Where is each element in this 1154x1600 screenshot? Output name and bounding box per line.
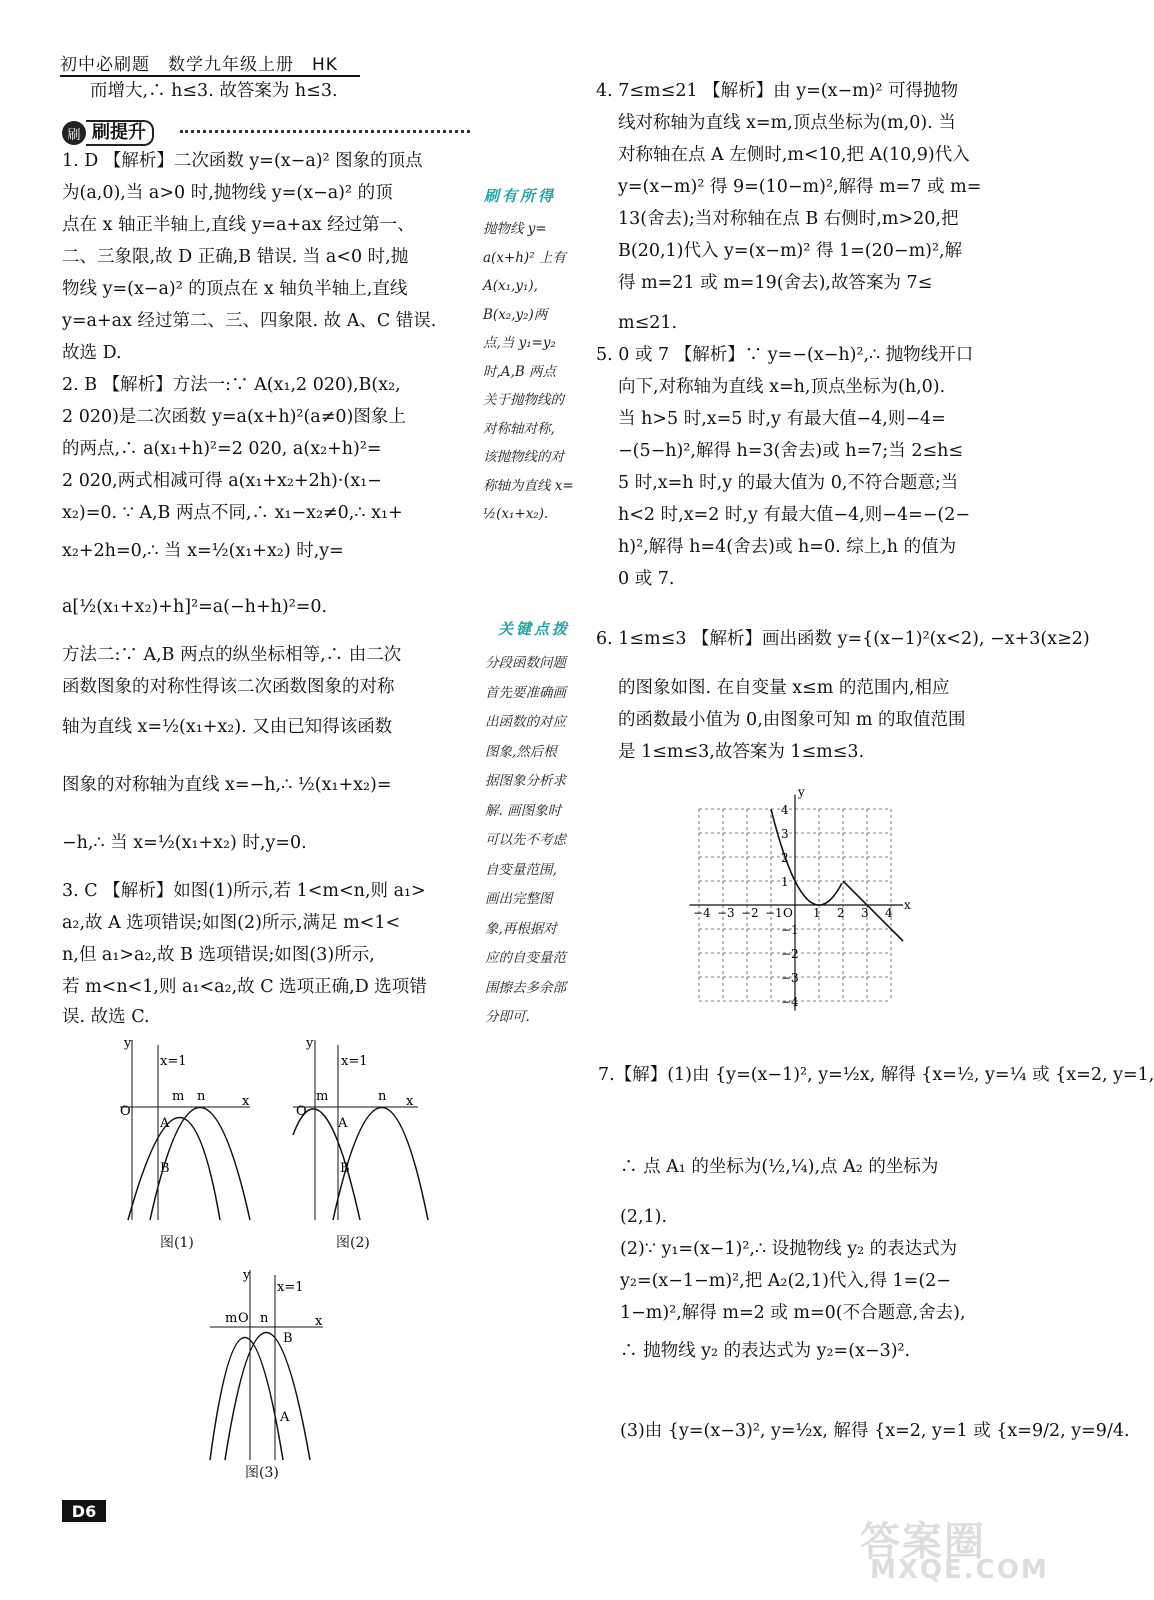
text-line: 4. 7≤m≤21 【解析】由 y=(x−m)² 可得抛物 bbox=[596, 81, 959, 101]
origin-label: O bbox=[783, 906, 793, 920]
figure-2 bbox=[288, 1035, 428, 1225]
text-line: 函数图象的对称性得该二次函数图象的对称 bbox=[62, 677, 395, 697]
text-line: 对称轴在点 A 左侧时,m<10,把 A(10,9)代入 bbox=[618, 145, 970, 165]
watermark-logo: 答案圈 bbox=[860, 1519, 986, 1565]
side-note-line: 该抛物线的对 bbox=[483, 449, 564, 465]
text-line: 得 m=21 或 m=19(舍去),故答案为 7≤ bbox=[618, 273, 933, 293]
origin-label: O bbox=[120, 1104, 131, 1119]
text-line: ∴ 抛物线 y₂ 的表达式为 y₂=(x−3)². bbox=[620, 1341, 911, 1361]
y-tick-label: 3 bbox=[781, 827, 789, 841]
text-line: 2 020)是二次函数 y=a(x+h)²(a≠0)图象上 bbox=[62, 407, 406, 427]
point-n-label: n bbox=[378, 1089, 387, 1104]
axis-line-label: x=1 bbox=[160, 1054, 187, 1069]
text-line: y₂=(x−1−m)²,把 A₂(2,1)代入,得 1=(2− bbox=[620, 1271, 951, 1291]
side-note-heading-2: 关键点拨 bbox=[498, 620, 571, 638]
text-line: x₂)=0. ∵ A,B 两点不同,∴ x₁−x₂≠0,∴ x₁+ bbox=[62, 503, 403, 523]
text-line: 向下,对称轴为直线 x=h,顶点坐标为(h,0). bbox=[618, 377, 946, 397]
text-line: y=a+ax 经过第二、三、四象限. 故 A、C 错误. bbox=[62, 311, 437, 331]
figure-1-caption: 图(1) bbox=[160, 1235, 194, 1251]
side-note-line: 点,当 y₁=y₂ bbox=[483, 335, 556, 351]
page-header: 初中必刷题 数学九年级上册 HK bbox=[60, 55, 338, 75]
side-note-line: 出函数的对应 bbox=[485, 714, 566, 730]
side-note-line: 时,A,B 两点 bbox=[483, 363, 557, 380]
brush-icon: 刷 bbox=[62, 121, 86, 145]
header-rule bbox=[60, 75, 360, 77]
point-m-label: m bbox=[316, 1089, 329, 1104]
function-graph bbox=[690, 780, 920, 1010]
figure-2-caption: 图(2) bbox=[336, 1235, 370, 1251]
text-line: m≤21. bbox=[618, 313, 678, 333]
text-line: B(20,1)代入 y=(x−m)² 得 1=(20−m)²,解 bbox=[618, 241, 963, 261]
text-line: 7.【解】(1)由 {y=(x−1)², y=½x, 解得 {x=½, y=¼ 或 {x=2, y=1, bbox=[598, 1065, 1154, 1085]
text-line: (3)由 {y=(x−3)², y=½x, 解得 {x=2, y=1 或 {x=9/2, y=9/4. bbox=[620, 1421, 1130, 1441]
text-line: (2)∵ y₁=(x−1)²,∴ 设抛物线 y₂ 的表达式为 bbox=[620, 1239, 958, 1259]
text-line: 二、三象限,故 D 正确,B 错误. 当 a<0 时,抛 bbox=[62, 247, 409, 267]
text-line: 点在 x 轴正半轴上,直线 y=a+ax 经过第一、 bbox=[62, 215, 415, 235]
text-line: n,但 a₁>a₂,故 B 选项错误;如图(3)所示, bbox=[62, 945, 375, 965]
figure-3-caption: 图(3) bbox=[245, 1465, 279, 1481]
text-line: 13(舍去);当对称轴在点 B 右侧时,m>20,把 bbox=[618, 209, 959, 229]
text-line: (2,1). bbox=[620, 1207, 668, 1227]
side-note-line: a(x+h)² 上有 bbox=[483, 249, 566, 266]
point-b-label: B bbox=[283, 1331, 293, 1346]
side-note-line: 画出完整图 bbox=[485, 891, 553, 907]
side-note-line: 首先要准确画 bbox=[485, 684, 566, 701]
text-line: 6. 1≤m≤3 【解析】画出函数 y={(x−1)²(x<2), −x+3(x≥2) bbox=[596, 629, 1090, 649]
y-tick-label: 2 bbox=[781, 851, 789, 865]
x-axis-label: x bbox=[242, 1094, 250, 1109]
text-line: x₂+2h=0,∴ 当 x=½(x₁+x₂) 时,y= bbox=[62, 541, 344, 561]
section-heading bbox=[62, 120, 154, 146]
side-note-line: 可以先不考虑 bbox=[485, 832, 566, 848]
text-line: 2. B 【解析】方法一:∵ A(x₁,2 020),B(x₂, bbox=[62, 375, 401, 395]
x-tick-label: −1 bbox=[765, 906, 783, 920]
origin-label: O bbox=[238, 1311, 249, 1326]
y-axis-label: y bbox=[798, 784, 805, 799]
x-tick-label: 2 bbox=[837, 906, 845, 920]
page-number: D6 bbox=[62, 1500, 106, 1522]
watermark-url: MXQE.COM bbox=[870, 1555, 1049, 1585]
text-line: 误. 故选 C. bbox=[62, 1007, 150, 1027]
figure-1 bbox=[110, 1035, 250, 1225]
text-line: 3. C 【解析】如图(1)所示,若 1<m<n,则 a₁> bbox=[62, 881, 426, 901]
text-line: ∴ 点 A₁ 的坐标为(½,¼),点 A₂ 的坐标为 bbox=[620, 1157, 939, 1177]
side-note-line: 象,再根据对 bbox=[485, 920, 557, 937]
x-tick-label: 4 bbox=[885, 906, 893, 920]
x-tick-label: −4 bbox=[693, 906, 711, 920]
point-n-label: n bbox=[197, 1089, 206, 1104]
text-line: 故选 D. bbox=[62, 343, 122, 363]
text-line: 5 时,x=h 时,y 的最大值为 0,不符合题意;当 bbox=[618, 473, 959, 493]
text-line: a[½(x₁+x₂)+h]²=a(−h+h)²=0. bbox=[62, 597, 328, 617]
point-m-label: m bbox=[225, 1311, 238, 1326]
point-m-label: m bbox=[172, 1089, 185, 1104]
point-b-label: B bbox=[160, 1161, 170, 1176]
axis-line-label: x=1 bbox=[341, 1054, 368, 1069]
y-tick-label: −4 bbox=[781, 995, 799, 1009]
side-note-line: 称轴为直线 x= bbox=[483, 477, 574, 494]
text-line: 图象的对称轴为直线 x=−h,∴ ½(x₁+x₂)= bbox=[62, 775, 392, 795]
y-axis-label: y bbox=[124, 1036, 132, 1051]
x-axis-label: x bbox=[406, 1094, 414, 1109]
text-line: −(5−h)²,解得 h=3(舍去)或 h=7;当 2≤h≤ bbox=[618, 441, 964, 461]
text-line: 为(a,0),当 a>0 时,抛物线 y=(x−a)² 的顶 bbox=[62, 183, 393, 203]
text-line: 若 m<n<1,则 a₁<a₂,故 C 选项正确,D 选项错 bbox=[62, 977, 427, 997]
side-note-line: 分即可. bbox=[485, 1009, 530, 1025]
text-line: 线对称轴为直线 x=m,顶点坐标为(m,0). 当 bbox=[618, 113, 956, 133]
side-note-line: 分段函数问题 bbox=[485, 655, 566, 671]
text-line: 轴为直线 x=½(x₁+x₂). 又由已知得该函数 bbox=[62, 717, 393, 737]
text-line: 1. D 【解析】二次函数 y=(x−a)² 图象的顶点 bbox=[62, 151, 423, 171]
x-tick-label: −3 bbox=[717, 906, 735, 920]
point-a-label: A bbox=[338, 1116, 348, 1131]
text-line: 5. 0 或 7 【解析】∵ y=−(x−h)²,∴ 抛物线开口 bbox=[596, 345, 974, 365]
text-line: a₂,故 A 选项错误;如图(2)所示,满足 m<1< bbox=[62, 913, 401, 933]
side-note-line: A(x₁,y₁), bbox=[483, 278, 538, 294]
side-note-line: 解. 画图象时 bbox=[485, 802, 562, 819]
dotted-divider bbox=[180, 130, 470, 133]
axis-line-label: x=1 bbox=[277, 1280, 304, 1295]
side-note-line: 图象,然后根 bbox=[485, 743, 557, 760]
figure-3 bbox=[205, 1265, 335, 1460]
point-n-label: n bbox=[260, 1311, 269, 1326]
section-title: 刷提升 bbox=[86, 120, 154, 146]
x-axis-label: x bbox=[904, 898, 911, 912]
side-note-line: 应的自变量范 bbox=[485, 950, 566, 966]
x-tick-label: −2 bbox=[741, 906, 759, 920]
text-line: 方法二:∵ A,B 两点的纵坐标相等,∴ 由二次 bbox=[62, 645, 402, 665]
x-axis-label: x bbox=[315, 1314, 323, 1329]
side-note-line: ½(x₁+x₂). bbox=[483, 506, 549, 522]
point-a-label: A bbox=[160, 1116, 170, 1131]
text-line: h<2 时,x=2 时,y 有最大值−4,则−4=−(2− bbox=[618, 505, 971, 525]
side-note-line: 关于抛物线的 bbox=[483, 392, 564, 408]
text-line: 2 020,两式相减可得 a(x₁+x₂+2h)·(x₁− bbox=[62, 471, 382, 491]
side-note-line: 自变量范围, bbox=[485, 861, 557, 878]
text-line: 的图象如图. 在自变量 x≤m 的范围内,相应 bbox=[618, 678, 950, 698]
side-note-line: B(x₂,y₂)两 bbox=[483, 306, 548, 323]
text-line: 的函数最小值为 0,由图象可知 m 的取值范围 bbox=[618, 710, 966, 730]
text-line: 而增大,∴ h≤3. 故答案为 h≤3. bbox=[90, 81, 338, 101]
text-line: 物线 y=(x−a)² 的顶点在 x 轴负半轴上,直线 bbox=[62, 279, 408, 299]
text-line: 1−m)²,解得 m=2 或 m=0(不合题意,舍去), bbox=[620, 1303, 966, 1323]
y-axis-label: y bbox=[306, 1036, 314, 1051]
y-tick-label: −2 bbox=[781, 947, 799, 961]
side-note-line: 据图象分析求 bbox=[485, 773, 566, 789]
y-tick-label: −3 bbox=[781, 971, 799, 985]
side-note-line: 围擦去多余部 bbox=[485, 979, 566, 996]
x-tick-label: 1 bbox=[813, 906, 821, 920]
y-tick-label: 4 bbox=[781, 803, 789, 817]
side-note-line: 抛物线 y= bbox=[483, 221, 547, 237]
origin-label: O bbox=[296, 1104, 307, 1119]
y-tick-label: 1 bbox=[781, 875, 789, 889]
text-line: 是 1≤m≤3,故答案为 1≤m≤3. bbox=[618, 742, 865, 762]
side-note-line: 对称轴对称, bbox=[483, 420, 555, 437]
text-line: y=(x−m)² 得 9=(10−m)²,解得 m=7 或 m= bbox=[618, 177, 982, 197]
x-tick-label: 3 bbox=[861, 906, 869, 920]
point-b-label: B bbox=[340, 1161, 350, 1176]
text-line: −h,∴ 当 x=½(x₁+x₂) 时,y=0. bbox=[62, 833, 307, 853]
text-line: h)²,解得 h=4(舍去)或 h=0. 综上,h 的值为 bbox=[618, 537, 957, 557]
text-line: 当 h>5 时,x=5 时,y 有最大值−4,则−4= bbox=[618, 409, 946, 429]
text-line: 0 或 7. bbox=[618, 569, 675, 589]
y-tick-label: −1 bbox=[781, 923, 799, 937]
point-a-label: A bbox=[280, 1410, 290, 1425]
side-note-heading-1: 刷有所得 bbox=[484, 187, 557, 205]
y-axis-label: y bbox=[243, 1268, 251, 1283]
text-line: 的两点,∴ a(x₁+h)²=2 020, a(x₂+h)²= bbox=[62, 439, 382, 459]
